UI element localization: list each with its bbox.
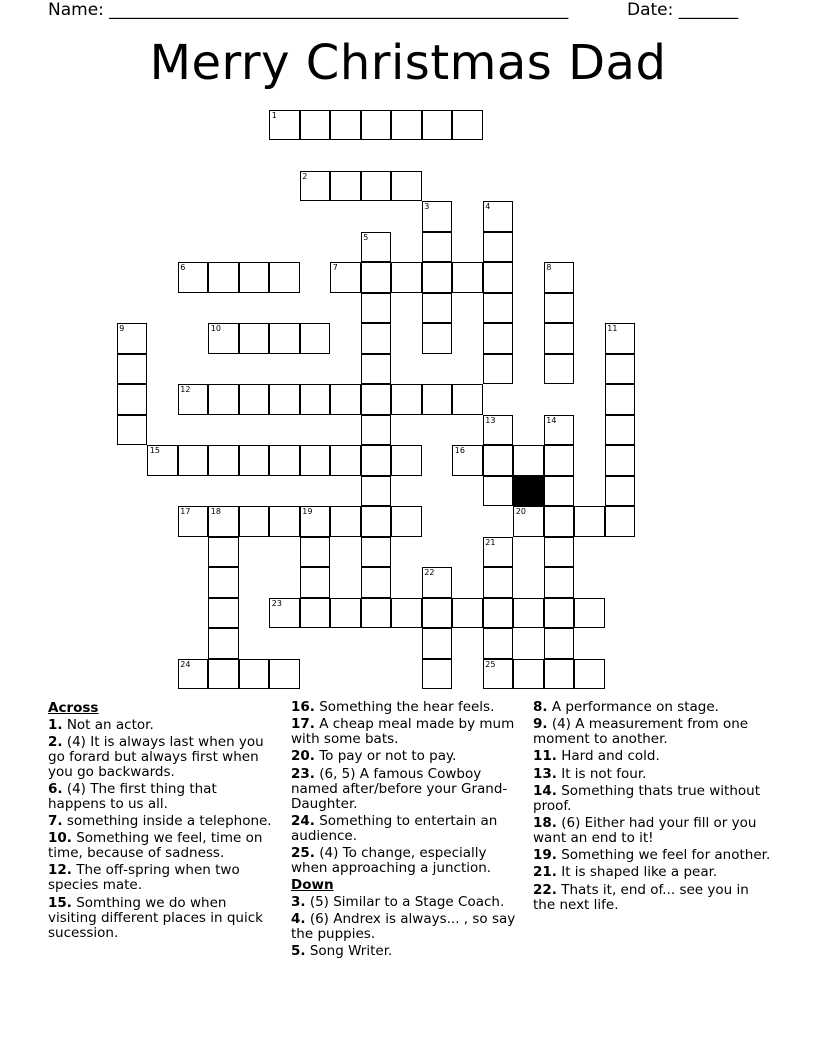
- crossword-cell[interactable]: [513, 659, 544, 690]
- crossword-cell[interactable]: [208, 537, 239, 568]
- crossword-cell[interactable]: [513, 506, 544, 537]
- crossword-cell[interactable]: [330, 506, 361, 537]
- crossword-cell[interactable]: [605, 384, 636, 415]
- crossword-cell[interactable]: [300, 598, 331, 629]
- crossword-cell[interactable]: [300, 323, 331, 354]
- crossword-cell[interactable]: [483, 323, 514, 354]
- clue-item: [533, 816, 773, 846]
- clue-number-label: 3: [424, 202, 430, 212]
- crossword-cell[interactable]: [513, 445, 544, 476]
- clue-number-label: 7: [332, 263, 338, 273]
- clue-number-label: 9: [119, 324, 125, 334]
- clue-text: It is shaped like a pear.: [556, 864, 718, 881]
- clue-text: Hard and cold.: [556, 748, 660, 765]
- crossword-cell[interactable]: [147, 445, 178, 476]
- clue-item: [48, 896, 276, 941]
- clue-item: [291, 944, 519, 959]
- crossword-cell[interactable]: [422, 598, 453, 629]
- clue-item: [48, 814, 276, 829]
- clue-text: Something to entertain an audience.: [291, 812, 498, 844]
- clue-number: 24.: [291, 812, 315, 829]
- crossword-cell[interactable]: [208, 659, 239, 690]
- clue-item: [533, 865, 773, 880]
- clue-number-label: 15: [149, 446, 160, 456]
- clue-number: 23.: [291, 765, 315, 782]
- crossword-cell[interactable]: [361, 567, 392, 598]
- clue-item: [291, 767, 519, 812]
- clue-text: To pay or not to pay.: [314, 748, 457, 765]
- crossword-cell[interactable]: [422, 384, 453, 415]
- clue-number: 8.: [533, 699, 548, 715]
- clue-number-label: 25: [485, 659, 496, 669]
- crossword-cell[interactable]: [422, 232, 453, 263]
- crossword-cell[interactable]: [178, 445, 209, 476]
- clue-number: 22.: [533, 881, 557, 898]
- crossword-cell[interactable]: [208, 567, 239, 598]
- name-field-label: Name: ______________________________________________________: [48, 0, 569, 20]
- crossword-cell[interactable]: [300, 537, 331, 568]
- crossword-cell[interactable]: [452, 262, 483, 293]
- crossword-cell[interactable]: [361, 262, 392, 293]
- crossword-cell[interactable]: [544, 628, 575, 659]
- crossword-cell[interactable]: [605, 506, 636, 537]
- clue-text: (4) To change, especially when approaching a junction.: [291, 844, 492, 876]
- crossword-cell[interactable]: [391, 506, 422, 537]
- crossword-cell[interactable]: [544, 445, 575, 476]
- clue-number: 1.: [48, 716, 63, 733]
- clue-number: 2.: [48, 733, 63, 750]
- crossword-cell[interactable]: [178, 262, 209, 293]
- clue-text: Song Writer.: [305, 943, 393, 959]
- crossword-cell[interactable]: [483, 445, 514, 476]
- across-heading: Across: [48, 700, 99, 716]
- crossword-cell[interactable]: [483, 354, 514, 385]
- clue-number: 11.: [533, 748, 557, 765]
- clue-number-label: 8: [546, 263, 552, 273]
- crossword-cell[interactable]: [330, 598, 361, 629]
- crossword-cell[interactable]: [239, 262, 270, 293]
- clue-number-label: 5: [363, 232, 369, 242]
- crossword-cell[interactable]: [300, 506, 331, 537]
- crossword-cell[interactable]: [544, 354, 575, 385]
- crossword-cell[interactable]: [361, 323, 392, 354]
- crossword-cell[interactable]: [208, 598, 239, 629]
- clue-item: [48, 782, 276, 812]
- crossword-cell[interactable]: [300, 110, 331, 141]
- crossword-cell[interactable]: [361, 506, 392, 537]
- down-heading: Down: [291, 877, 334, 894]
- crossword-cell[interactable]: [330, 445, 361, 476]
- crossword-cell[interactable]: [544, 537, 575, 568]
- crossword-cell[interactable]: [117, 354, 148, 385]
- clue-item: [533, 883, 773, 913]
- crossword-cell[interactable]: [422, 110, 453, 141]
- crossword-cell[interactable]: [605, 445, 636, 476]
- crossword-cell[interactable]: [483, 415, 514, 446]
- clue-number: 18.: [533, 814, 557, 831]
- crossword-cell[interactable]: [300, 445, 331, 476]
- crossword-cell[interactable]: [361, 384, 392, 415]
- crossword-cell[interactable]: [300, 567, 331, 598]
- crossword-cell[interactable]: [239, 506, 270, 537]
- clue-text: It is not four.: [556, 765, 647, 782]
- crossword-cell[interactable]: [269, 323, 300, 354]
- crossword-cell[interactable]: [391, 110, 422, 141]
- crossword-cell[interactable]: [544, 506, 575, 537]
- clue-item: [533, 749, 773, 764]
- crossword-cell[interactable]: [361, 171, 392, 202]
- clue-text: Something thats true without proof.: [533, 782, 761, 814]
- clue-text: Something we feel for another.: [556, 847, 771, 864]
- crossword-cell[interactable]: [239, 659, 270, 690]
- clue-number-label: 4: [485, 202, 491, 212]
- crossword-cell[interactable]: [269, 262, 300, 293]
- clue-item: [533, 700, 773, 715]
- crossword-cell[interactable]: [483, 476, 514, 507]
- crossword-cell[interactable]: [422, 628, 453, 659]
- clue-number: 3.: [291, 893, 306, 910]
- crossword-cell[interactable]: [605, 323, 636, 354]
- crossword-cell[interactable]: [422, 201, 453, 232]
- crossword-cell[interactable]: [483, 628, 514, 659]
- clue-text: (6, 5) A famous Cowboy named after/before your Grand-Daughter.: [291, 765, 508, 812]
- crossword-cell[interactable]: [361, 354, 392, 385]
- clue-number: 13.: [533, 765, 557, 782]
- crossword-cell[interactable]: [544, 415, 575, 446]
- crossword-cell[interactable]: [544, 659, 575, 690]
- crossword-cell[interactable]: [574, 598, 605, 629]
- clue-number: 20.: [291, 748, 315, 765]
- clue-item: [291, 912, 519, 942]
- clue-number-label: 2: [302, 171, 308, 181]
- clue-number-label: 22: [424, 568, 435, 578]
- clue-number-label: 19: [302, 507, 313, 517]
- crossword-cell[interactable]: [422, 293, 453, 324]
- clue-number-label: 21: [485, 537, 496, 547]
- crossword-cell[interactable]: [422, 262, 453, 293]
- clue-number-label: 18: [210, 507, 221, 517]
- crossword-cell[interactable]: [483, 659, 514, 690]
- crossword-cell[interactable]: [300, 171, 331, 202]
- crossword-cell[interactable]: [391, 445, 422, 476]
- crossword-cell[interactable]: [605, 354, 636, 385]
- crossword-cell[interactable]: [239, 323, 270, 354]
- crossword-cell[interactable]: [269, 506, 300, 537]
- crossword-cell[interactable]: [391, 598, 422, 629]
- crossword-cell[interactable]: [574, 659, 605, 690]
- crossword-cell[interactable]: [361, 476, 392, 507]
- crossword-cell[interactable]: [361, 293, 392, 324]
- crossword-cell[interactable]: [117, 415, 148, 446]
- clue-text: Thats it, end of... see you in the next life.: [533, 881, 749, 913]
- clue-number: 10.: [48, 830, 72, 847]
- clue-number: 14.: [533, 782, 557, 799]
- clue-number-label: 10: [210, 324, 221, 334]
- clue-number-label: 13: [485, 415, 496, 425]
- clue-text: (4) The first thing that happens to us all.: [48, 780, 217, 812]
- clue-number-label: 16: [454, 446, 465, 456]
- crossword-cell[interactable]: [269, 110, 300, 141]
- clue-item: [533, 717, 773, 747]
- date-field-label: Date: _______: [627, 0, 739, 20]
- black-square: [513, 476, 544, 507]
- crossword-cell[interactable]: [483, 598, 514, 629]
- clue-text: (6) Andrex is always... , so say the puppies.: [291, 910, 516, 942]
- crossword-cell[interactable]: [422, 567, 453, 598]
- clue-text: something inside a telephone.: [62, 813, 272, 830]
- clue-number: 17.: [291, 716, 315, 733]
- crossword-cell[interactable]: [544, 262, 575, 293]
- crossword-cell[interactable]: [483, 201, 514, 232]
- crossword-cell[interactable]: [269, 659, 300, 690]
- crossword-cell[interactable]: [361, 445, 392, 476]
- crossword-cell[interactable]: [544, 567, 575, 598]
- clue-number: 4.: [291, 910, 306, 927]
- clues-column-3: [533, 700, 773, 915]
- clue-number-label: 23: [271, 598, 282, 608]
- clue-item: [48, 863, 276, 893]
- crossword-cell[interactable]: [330, 171, 361, 202]
- clue-text: (6) Either had your fill or you want an end to it!: [533, 814, 757, 846]
- crossword-cell[interactable]: [452, 384, 483, 415]
- clues-column-1: [48, 700, 276, 943]
- clue-text: Not an actor.: [62, 716, 154, 733]
- clue-item: [291, 814, 519, 844]
- crossword-cell[interactable]: [361, 110, 392, 141]
- clue-text: A performance on stage.: [547, 699, 719, 715]
- crossword-cell[interactable]: [330, 384, 361, 415]
- clue-number-label: 1: [271, 110, 277, 120]
- page-title: Merry Christmas Dad: [149, 35, 667, 91]
- clue-item: [291, 700, 519, 715]
- crossword-cell[interactable]: [361, 537, 392, 568]
- crossword-cell[interactable]: [544, 323, 575, 354]
- crossword-cell[interactable]: [269, 445, 300, 476]
- clue-number: 7.: [48, 813, 63, 830]
- clue-number: 15.: [48, 894, 72, 911]
- crossword-cell[interactable]: [513, 598, 544, 629]
- crossword-cell[interactable]: [178, 384, 209, 415]
- crossword-cell[interactable]: [422, 323, 453, 354]
- crossword-cell[interactable]: [208, 506, 239, 537]
- clue-number: 6.: [48, 780, 63, 797]
- clue-text: The off-spring when two species mate.: [48, 862, 240, 894]
- crossword-cell[interactable]: [544, 476, 575, 507]
- clue-number: 9.: [533, 716, 548, 733]
- crossword-cell[interactable]: [391, 262, 422, 293]
- clue-item: [291, 895, 519, 910]
- crossword-cell[interactable]: [605, 415, 636, 446]
- clue-item: [48, 735, 276, 780]
- crossword-cell[interactable]: [605, 476, 636, 507]
- clue-number: 5.: [291, 943, 306, 959]
- clue-item: [291, 846, 519, 876]
- crossword-cell[interactable]: [391, 171, 422, 202]
- crossword-cell[interactable]: [483, 567, 514, 598]
- crossword-cell[interactable]: [208, 323, 239, 354]
- crossword-cell[interactable]: [178, 659, 209, 690]
- crossword-cell[interactable]: [208, 384, 239, 415]
- clue-item: [533, 784, 773, 814]
- crossword-cell[interactable]: [361, 232, 392, 263]
- clue-number: 21.: [533, 864, 557, 881]
- crossword-cell[interactable]: [239, 445, 270, 476]
- crossword-cell[interactable]: [452, 598, 483, 629]
- clue-number-label: 14: [546, 415, 557, 425]
- clue-number-label: 20: [515, 507, 526, 517]
- crossword-cell[interactable]: [574, 506, 605, 537]
- crossword-cell[interactable]: [452, 110, 483, 141]
- crossword-cell[interactable]: [483, 537, 514, 568]
- clue-text: Somthing we do when visiting different places in quick sucession.: [48, 894, 263, 941]
- crossword-cell[interactable]: [208, 628, 239, 659]
- crossword-cell[interactable]: [208, 445, 239, 476]
- crossword-cell[interactable]: [422, 659, 453, 690]
- crossword-cell[interactable]: [391, 384, 422, 415]
- crossword-cell[interactable]: [300, 384, 331, 415]
- clue-item: [533, 767, 773, 782]
- clue-text: Something the hear feels.: [314, 699, 495, 715]
- crossword-cell[interactable]: [330, 110, 361, 141]
- clue-item: [291, 717, 519, 747]
- crossword-cell[interactable]: [483, 293, 514, 324]
- crossword-cell[interactable]: [483, 232, 514, 263]
- crossword-cell[interactable]: [544, 598, 575, 629]
- clue-number-label: 6: [180, 263, 186, 273]
- crossword-cell[interactable]: [117, 384, 148, 415]
- clue-text: (4) A measurement from one moment to another.: [533, 716, 749, 748]
- crossword-cell[interactable]: [269, 598, 300, 629]
- crossword-cell[interactable]: [269, 384, 300, 415]
- crossword-cell[interactable]: [208, 262, 239, 293]
- clue-number: 19.: [533, 847, 557, 864]
- clue-number: 16.: [291, 699, 315, 715]
- clue-item: [533, 848, 773, 863]
- clue-number-label: 24: [180, 659, 191, 669]
- clue-number-label: 17: [180, 507, 191, 517]
- crossword-cell[interactable]: [483, 262, 514, 293]
- clue-text: (4) It is always last when you go forard but always first when you go backwards.: [48, 733, 264, 780]
- crossword-cell[interactable]: [330, 262, 361, 293]
- crossword-cell[interactable]: [544, 293, 575, 324]
- crossword-cell[interactable]: [178, 506, 209, 537]
- clue-text: Something we feel, time on time, because of sadness.: [48, 830, 263, 862]
- crossword-cell[interactable]: [452, 445, 483, 476]
- clue-number: 12.: [48, 862, 72, 879]
- crossword-cell[interactable]: [117, 323, 148, 354]
- clue-text: (5) Similar to a Stage Coach.: [305, 893, 505, 910]
- clue-item: [48, 831, 276, 861]
- clue-number: 25.: [291, 844, 315, 861]
- clue-number-label: 12: [180, 385, 191, 395]
- crossword-cell[interactable]: [361, 598, 392, 629]
- clue-item: [48, 718, 276, 733]
- clue-item: [291, 749, 519, 764]
- crossword-cell[interactable]: [361, 415, 392, 446]
- crossword-cell[interactable]: [239, 384, 270, 415]
- clue-text: A cheap meal made by mum with some bats.: [291, 716, 515, 748]
- clue-number-label: 11: [607, 324, 618, 334]
- clues-column-2: [291, 700, 519, 961]
